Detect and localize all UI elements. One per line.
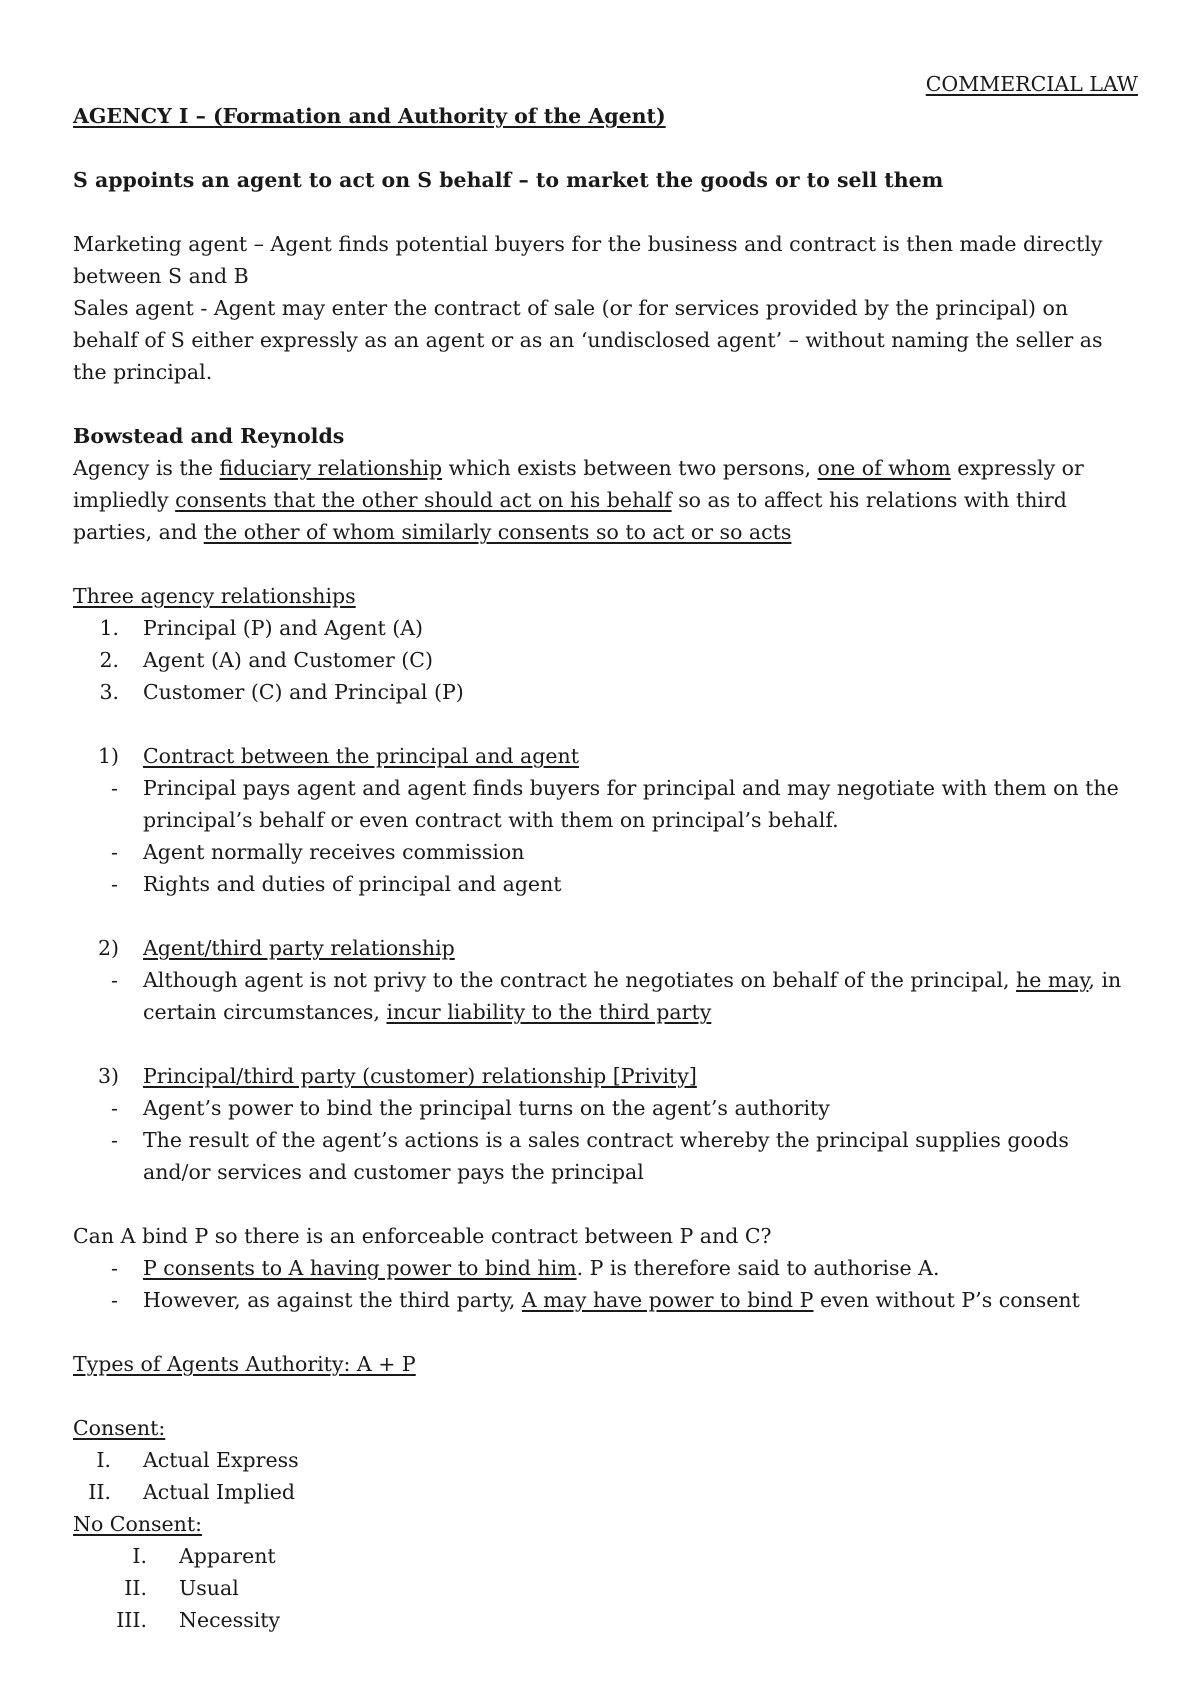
list-text: Principal (P) and Agent (A) — [143, 616, 423, 640]
bullet-underline: P consents to A having power to bind him — [143, 1256, 577, 1280]
bullet-item — [73, 1124, 1138, 1188]
list-item — [73, 1540, 1138, 1572]
document-page — [73, 68, 1138, 1636]
roman-marker: II. — [124, 1576, 147, 1600]
dash-marker: - — [111, 776, 118, 800]
bullet-text — [143, 964, 1138, 1028]
definition-underline: one of whom — [817, 456, 951, 480]
relationships-heading: Three agency relationships — [73, 584, 356, 608]
bullet-item — [73, 868, 1138, 900]
section-heading — [73, 740, 1138, 772]
list-marker: 1) — [97, 744, 119, 768]
bullet-item — [73, 1092, 1138, 1124]
bullet-item — [73, 1284, 1138, 1316]
list-item — [73, 676, 1138, 708]
list-marker: 3) — [97, 1064, 119, 1088]
sales-agent-paragraph: Sales agent - Agent may enter the contract of sale (or for services provided by the principal) on behalf of S either expressly as an agent or as an ‘undisclosed agent’ – without naming the seller as the principal. — [73, 296, 1103, 384]
definition-text: Agency is the — [73, 456, 220, 480]
bullet-item — [73, 1252, 1138, 1284]
list-text: Agent (A) and Customer (C) — [143, 648, 433, 672]
bullet-text: Agent normally receives commission — [143, 840, 525, 864]
list-marker: 3. — [99, 680, 119, 704]
bullet-text — [143, 1252, 1138, 1284]
bullet-text-part: . P is therefore said to authorise A. — [576, 1256, 940, 1280]
definition-text: so as to affect his relations with third parties, and — [73, 488, 1067, 544]
definition-text: which exists between two persons, — [442, 456, 818, 480]
list-item — [73, 1476, 1138, 1508]
bullet-text-part: Although agent is not privy to the contract he negotiates on behalf of the principal, — [143, 968, 1017, 992]
bullet-text: The result of the agent’s actions is a sales contract whereby the principal supplies goods and/or services and customer pays the principal — [143, 1128, 1069, 1184]
no-consent-label: No Consent: — [73, 1512, 203, 1536]
course-header: COMMERCIAL LAW — [925, 72, 1138, 96]
section-title: Principal/third party (customer) relationship [Privity] — [143, 1064, 697, 1088]
definition-underline: the other of whom similarly consents so to act or so acts — [203, 520, 792, 544]
roman-marker: I. — [132, 1544, 147, 1568]
definition-underline: fiduciary relationship — [219, 456, 443, 480]
bullet-text — [143, 1284, 1138, 1316]
bowstead-heading: Bowstead and Reynolds — [73, 424, 345, 448]
list-text: Customer (C) and Principal (P) — [143, 680, 464, 704]
dash-marker: - — [111, 840, 118, 864]
section-title: Contract between the principal and agent — [143, 744, 579, 768]
section-heading — [73, 1060, 1138, 1092]
dash-marker: - — [111, 1256, 118, 1280]
list-marker: 2) — [97, 936, 119, 960]
bullet-underline: incur liability to the third party — [386, 1000, 712, 1024]
bullet-text: Agent’s power to bind the principal turns on the agent’s authority — [143, 1096, 830, 1120]
bullet-text-part: However, as against the third party, — [143, 1288, 522, 1312]
definition-underline: consents that the other should act on his behalf — [175, 488, 672, 512]
roman-marker: III. — [116, 1608, 147, 1632]
consent-label: Consent: — [73, 1416, 166, 1440]
bullet-underline: A may have power to bind P — [521, 1288, 814, 1312]
dash-marker: - — [111, 1128, 118, 1152]
bullet-text: Rights and duties of principal and agent — [143, 872, 562, 896]
dash-marker: - — [111, 968, 118, 992]
list-item — [73, 612, 1138, 644]
marketing-agent-paragraph: Marketing agent – Agent finds potential buyers for the business and contract is then made directly between S and B — [73, 232, 1103, 288]
bullet-text-part: , in certain circumstances, — [143, 968, 1122, 1024]
document-subtitle: S appoints an agent to act on S behalf – to market the goods or to sell them — [73, 168, 944, 192]
list-item — [73, 1444, 1138, 1476]
agency-definition — [73, 452, 1138, 548]
roman-marker: II. — [88, 1480, 111, 1504]
bullet-item — [73, 836, 1138, 868]
section-title: Agent/third party relationship — [143, 936, 455, 960]
list-text: Necessity — [179, 1608, 281, 1632]
list-text: Actual Express — [143, 1448, 299, 1472]
bullet-underline: he may — [1016, 968, 1089, 992]
list-marker: 2. — [99, 648, 119, 672]
list-text: Usual — [179, 1576, 239, 1600]
list-text: Actual Implied — [143, 1480, 296, 1504]
bullet-text: Principal pays agent and agent finds buyers for principal and may negotiate with them on the principal’s behalf or even contract with them on principal’s behalf. — [143, 776, 1119, 832]
bullet-item — [73, 964, 1138, 1028]
list-item — [73, 1572, 1138, 1604]
definition-text: expressly or impliedly — [73, 456, 1084, 512]
bullet-item — [73, 772, 1138, 836]
bind-question: Can A bind P so there is an enforceable contract between P and C? — [73, 1224, 772, 1248]
roman-marker: I. — [96, 1448, 111, 1472]
list-item — [73, 644, 1138, 676]
list-marker: 1. — [99, 616, 119, 640]
dash-marker: - — [111, 1288, 118, 1312]
section-heading — [73, 932, 1138, 964]
document-title: AGENCY I – (Formation and Authority of the Agent) — [73, 104, 666, 128]
dash-marker: - — [111, 872, 118, 896]
list-text: Apparent — [179, 1544, 276, 1568]
bullet-text-part: even without P’s consent — [813, 1288, 1080, 1312]
dash-marker: - — [111, 1096, 118, 1120]
types-heading: Types of Agents Authority: A + P — [73, 1352, 416, 1376]
list-item — [73, 1604, 1138, 1636]
